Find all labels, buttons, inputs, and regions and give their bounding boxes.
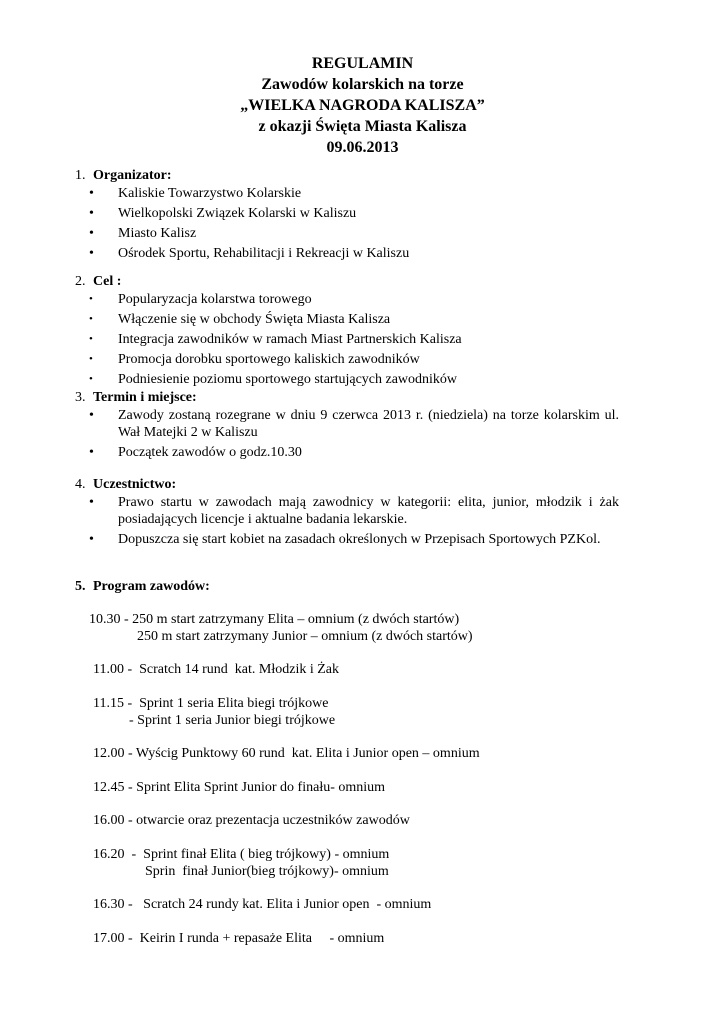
list-item: • Zawody zostaną rozegrane w dniu 9 czerwca 2013 r. (niedziela) na torze kolarskim ul. Wał Matejki 2 w Kaliszu [89, 407, 619, 441]
section-participation-heading [75, 476, 176, 494]
section-number: 1. [75, 168, 86, 183]
program-line: 16.20 - Sprint finał Elita ( bieg trójkowy) - omnium [93, 847, 390, 862]
goal-list [89, 291, 619, 391]
section-title: Cel : [93, 274, 122, 289]
section-number: 2. [75, 274, 86, 289]
program-line: 11.15 - Sprint 1 seria Elita biegi trójkowe [93, 696, 329, 711]
program-line: 10.30 - 250 m start zatrzymany Elita – omnium (z dwóch startów) [89, 612, 460, 627]
list-item: • Prawo startu w zawodach mają zawodnicy w kategorii: elita, junior, młodzik i żak posiadających licencje i aktualne badania lekarskie. [89, 494, 619, 528]
list-item: • Kaliskie Towarzystwo Kolarskie [89, 185, 619, 202]
section-organizer-heading [75, 167, 172, 185]
list-item: • Dopuszcza się start kobiet na zasadach określonych w Przepisach Sportowych PZKol. [89, 531, 619, 548]
title-line-date: 09.06.2013 [326, 139, 399, 156]
section-title: Organizator: [93, 168, 172, 183]
section-title: Uczestnictwo: [93, 477, 177, 492]
section-number: 4. [75, 477, 86, 492]
section-number: 3. [75, 390, 86, 405]
program-line: 17.00 - Keirin I runda + repasaże Elita - omnium [93, 931, 385, 946]
program-line: 12.00 - Wyścig Punktowy 60 rund kat. Elita i Junior open – omnium [93, 746, 480, 761]
program-line: 250 m start zatrzymany Junior – omnium (z dwóch startów) [137, 629, 473, 644]
list-item: • Początek zawodów o godz.10.30 [89, 444, 619, 461]
program-line: Sprin finał Junior(bieg trójkowy)- omnium [145, 864, 389, 879]
list-item: • Włączenie się w obchody Święta Miasta Kalisza [89, 311, 619, 328]
section-date-place-heading [75, 389, 197, 407]
document-title [0, 53, 725, 158]
section-goal-heading [75, 273, 121, 291]
title-line-event-name: „WIELKA NAGRODA KALISZA” [240, 97, 485, 114]
list-item: • Promocja dorobku sportowego kaliskich zawodników [89, 351, 619, 368]
title-line-event-type: Zawodów kolarskich na torze [261, 76, 464, 93]
title-line-regulamin: REGULAMIN [311, 55, 414, 72]
list-item: • Ośrodek Sportu, Rehabilitacji i Rekreacji w Kaliszu [89, 245, 619, 262]
date-place-list [89, 407, 619, 464]
list-item: • Integracja zawodników w ramach Miast Partnerskich Kalisza [89, 331, 619, 348]
program-line: 16.30 - Scratch 24 rundy kat. Elita i Junior open - omnium [93, 897, 432, 912]
program-line: 11.00 - Scratch 14 rund kat. Młodzik i Żak [93, 662, 339, 677]
section-program-heading [75, 578, 210, 596]
list-item: • Popularyzacja kolarstwa torowego [89, 291, 619, 308]
participation-list [89, 494, 619, 551]
program-line: 12.45 - Sprint Elita Sprint Junior do finału- omnium [93, 780, 386, 795]
organizer-list [89, 185, 619, 265]
section-number: 5. [75, 579, 86, 594]
section-title: Program zawodów: [93, 579, 210, 594]
program-line: 16.00 - otwarcie oraz prezentacja uczestników zawodów [93, 813, 410, 828]
title-line-occasion: z okazji Święta Miasta Kalisza [258, 118, 467, 135]
list-item: • Wielkopolski Związek Kolarski w Kaliszu [89, 205, 619, 222]
section-title: Termin i miejsce: [93, 390, 197, 405]
list-item: • Miasto Kalisz [89, 225, 619, 242]
list-item: • Podniesienie poziomu sportowego startujących zawodników [89, 371, 619, 388]
program-line: - Sprint 1 seria Junior biegi trójkowe [129, 713, 336, 728]
